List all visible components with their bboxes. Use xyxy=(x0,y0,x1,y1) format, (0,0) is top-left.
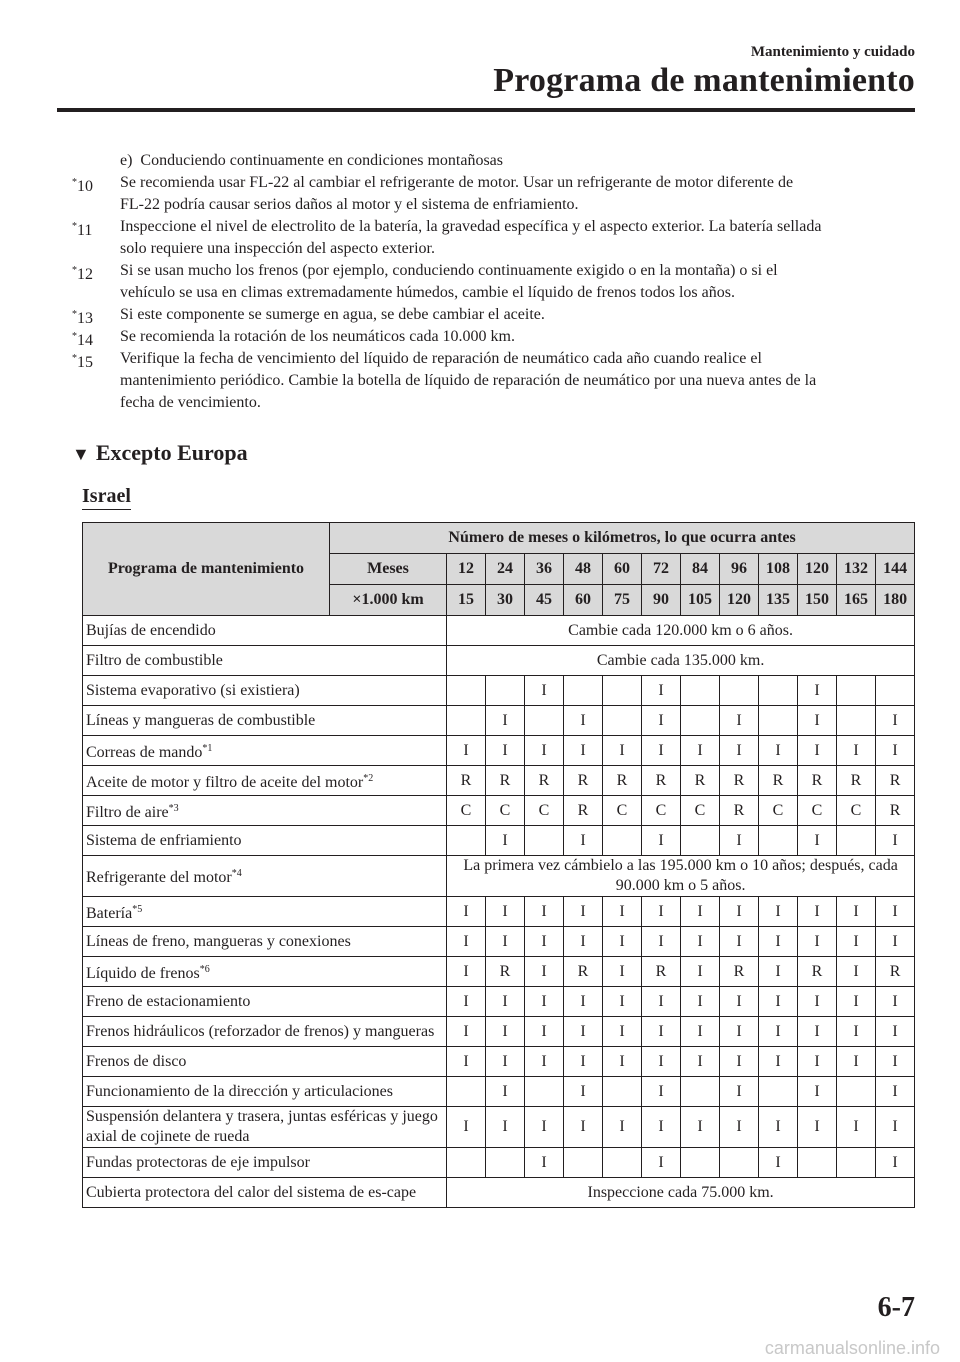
footnote-ref: *4 xyxy=(231,868,242,879)
footnote-line: mantenimiento periódico. Cambie la botella de líquido de reparación de neumático por una nueva antes de la xyxy=(120,372,817,389)
table-row xyxy=(83,1047,915,1077)
schedule-cell: I xyxy=(720,1047,759,1077)
footnote-number: *13 xyxy=(72,309,93,327)
schedule-cell xyxy=(603,706,642,736)
schedule-cell: I xyxy=(642,1107,681,1148)
item-cell: Frenos de disco xyxy=(83,1047,447,1077)
item-cell: Líneas de freno, mangueras y conexiones xyxy=(83,927,447,957)
schedule-cell: I xyxy=(837,1047,876,1077)
schedule-cell: I xyxy=(720,1017,759,1047)
schedule-cell: I xyxy=(876,1017,915,1047)
schedule-cell xyxy=(759,676,798,706)
schedule-cell: I xyxy=(642,736,681,766)
footnote-line: Si este componente se sumerge en agua, se debe cambiar el aceite. xyxy=(120,306,545,323)
schedule-cell: C xyxy=(603,796,642,826)
schedule-cell: I xyxy=(564,1107,603,1148)
schedule-cell: I xyxy=(798,706,837,736)
footnote-line: FL-22 podría causar serios daños al motor y el sistema de enfriamiento. xyxy=(120,196,579,213)
footnote-line: Inspeccione el nivel de electrolito de la batería, la gravedad específica y el aspecto exterior. La batería sellada xyxy=(120,218,822,235)
item-cell: Filtro de aire$^{*3}$ xyxy=(83,796,447,826)
schedule-cell: I xyxy=(876,897,915,927)
schedule-cell: I xyxy=(486,826,525,856)
table-header-row xyxy=(83,523,915,554)
schedule-cell: I xyxy=(837,957,876,987)
schedule-cell: I xyxy=(798,1107,837,1148)
schedule-cell: I xyxy=(642,1017,681,1047)
schedule-cell: I xyxy=(603,957,642,987)
schedule-cell: I xyxy=(447,736,486,766)
subsection-heading: Israel xyxy=(82,485,131,510)
footnote-ref: *3 xyxy=(168,802,179,814)
schedule-cell: I xyxy=(837,987,876,1017)
schedule-cell: C xyxy=(681,796,720,826)
schedule-cell xyxy=(525,826,564,856)
footnote xyxy=(72,304,914,326)
schedule-cell xyxy=(720,676,759,706)
item-cell: Sistema evaporativo (si existiera) xyxy=(83,676,447,706)
schedule-cell: R xyxy=(564,766,603,796)
interval-cell: Cambie cada 120.000 km o 6 años. xyxy=(447,616,915,646)
schedule-cell xyxy=(447,706,486,736)
footnote-number: *11 xyxy=(72,221,93,239)
schedule-cell: I xyxy=(525,1107,564,1148)
schedule-cell: I xyxy=(486,927,525,957)
schedule-cell xyxy=(681,676,720,706)
schedule-cell: I xyxy=(759,987,798,1017)
schedule-cell: I xyxy=(642,1148,681,1178)
item-cell: Correas de mando$^{*1}$ xyxy=(83,736,447,766)
schedule-cell: I xyxy=(876,826,915,856)
schedule-cell: R xyxy=(876,766,915,796)
schedule-cell: I xyxy=(564,1047,603,1077)
schedule-cell xyxy=(603,1148,642,1178)
schedule-cell: I xyxy=(525,736,564,766)
footnotes xyxy=(72,150,914,414)
schedule-cell: I xyxy=(525,957,564,987)
schedule-cell: I xyxy=(798,1047,837,1077)
item-cell: Batería$^{*5}$ xyxy=(83,897,447,927)
schedule-cell: I xyxy=(798,1017,837,1047)
schedule-cell xyxy=(564,676,603,706)
table-row xyxy=(83,856,915,897)
schedule-cell: I xyxy=(447,1047,486,1077)
km-cell: 165 xyxy=(837,585,876,616)
table-row xyxy=(83,1148,915,1178)
schedule-cell: R xyxy=(525,766,564,796)
footnote-line: Si se usan mucho los frenos (por ejemplo, conduciendo continuamente exigido o en la montaña) o si el xyxy=(120,262,778,279)
months-cell: 24 xyxy=(486,554,525,585)
schedule-cell: I xyxy=(525,897,564,927)
section-title: Excepto Europa xyxy=(95,440,248,465)
table-row xyxy=(83,736,915,766)
schedule-cell: R xyxy=(642,957,681,987)
schedule-cell: I xyxy=(564,736,603,766)
schedule-cell: I xyxy=(759,1148,798,1178)
footnote xyxy=(72,348,914,414)
schedule-cell xyxy=(486,676,525,706)
schedule-cell: I xyxy=(876,1107,915,1148)
item-cell: Suspensión delantera y trasera, juntas esféricas y juego axial de cojinete de rueda xyxy=(83,1107,447,1148)
schedule-cell: I xyxy=(759,897,798,927)
schedule-cell: I xyxy=(798,676,837,706)
schedule-cell: I xyxy=(642,826,681,856)
schedule-cell: I xyxy=(720,1107,759,1148)
schedule-cell: I xyxy=(642,927,681,957)
footnote-ref: *1 xyxy=(202,742,213,754)
item-cell: Refrigerante del motor$^{*4}$ xyxy=(83,856,447,897)
schedule-cell: C xyxy=(837,796,876,826)
table-group-header: Número de meses o kilómetros, lo que ocurra antes xyxy=(330,523,915,554)
months-cell: 48 xyxy=(564,554,603,585)
schedule-cell: I xyxy=(564,1077,603,1107)
footnote-line: Se recomienda usar FL-22 al cambiar el refrigerante de motor. Usar un refrigerante de motor diferente de xyxy=(120,174,794,191)
schedule-cell: I xyxy=(837,927,876,957)
schedule-cell: I xyxy=(447,987,486,1017)
footnote-line: Verifique la fecha de vencimiento del líquido de reparación de neumático cada año cuando realice el xyxy=(120,350,762,367)
schedule-cell: I xyxy=(876,927,915,957)
months-cell: 84 xyxy=(681,554,720,585)
schedule-cell: I xyxy=(486,987,525,1017)
footnote-ref: *6 xyxy=(199,963,210,975)
schedule-cell xyxy=(447,1148,486,1178)
schedule-cell: I xyxy=(525,1017,564,1047)
footnote-line: Se recomienda la rotación de los neumáticos cada 10.000 km. xyxy=(120,328,515,345)
schedule-cell: I xyxy=(642,1077,681,1107)
schedule-cell xyxy=(837,1077,876,1107)
footnote xyxy=(72,216,914,260)
schedule-cell: C xyxy=(525,796,564,826)
schedule-cell: I xyxy=(681,1047,720,1077)
item-cell: Bujías de encendido xyxy=(83,616,447,646)
schedule-cell: R xyxy=(798,766,837,796)
schedule-cell: C xyxy=(798,796,837,826)
header-rule xyxy=(57,108,915,112)
schedule-cell: I xyxy=(798,1077,837,1107)
footnote xyxy=(72,260,914,304)
section-heading xyxy=(72,440,248,466)
table-row xyxy=(83,646,915,676)
schedule-cell xyxy=(447,826,486,856)
schedule-cell: I xyxy=(564,1017,603,1047)
schedule-cell: R xyxy=(486,957,525,987)
schedule-cell xyxy=(681,826,720,856)
interval-cell: Cambie cada 135.000 km. xyxy=(447,646,915,676)
item-cell: Funcionamiento de la dirección y articulaciones xyxy=(83,1077,447,1107)
schedule-cell: I xyxy=(681,957,720,987)
schedule-cell: I xyxy=(603,1017,642,1047)
table-row xyxy=(83,766,915,796)
schedule-cell xyxy=(603,826,642,856)
schedule-cell xyxy=(798,1148,837,1178)
page-title: Programa de mantenimiento xyxy=(493,62,915,99)
footnote-ref: *5 xyxy=(132,903,143,915)
schedule-cell: C xyxy=(486,796,525,826)
schedule-cell: R xyxy=(720,766,759,796)
schedule-cell: I xyxy=(876,987,915,1017)
schedule-cell xyxy=(681,706,720,736)
schedule-cell: R xyxy=(837,766,876,796)
schedule-cell: I xyxy=(564,927,603,957)
schedule-cell: I xyxy=(564,826,603,856)
schedule-cell: I xyxy=(837,736,876,766)
months-cell: 144 xyxy=(876,554,915,585)
footnote-number: *12 xyxy=(72,265,93,283)
km-cell: 90 xyxy=(642,585,681,616)
schedule-cell: I xyxy=(720,706,759,736)
schedule-cell: I xyxy=(642,706,681,736)
km-cell: 105 xyxy=(681,585,720,616)
table-row xyxy=(83,1178,915,1208)
schedule-cell xyxy=(837,706,876,736)
schedule-cell: R xyxy=(876,796,915,826)
schedule-cell xyxy=(876,676,915,706)
schedule-cell: I xyxy=(642,676,681,706)
schedule-cell: I xyxy=(525,1148,564,1178)
schedule-cell: I xyxy=(876,1077,915,1107)
item-cell: Líneas y mangueras de combustible xyxy=(83,706,447,736)
page-number: 6-7 xyxy=(877,1292,915,1323)
km-cell: 150 xyxy=(798,585,837,616)
schedule-cell: C xyxy=(447,796,486,826)
schedule-cell: I xyxy=(759,736,798,766)
schedule-cell: I xyxy=(603,1047,642,1077)
km-cell: 60 xyxy=(564,585,603,616)
schedule-cell: I xyxy=(837,897,876,927)
schedule-cell: I xyxy=(486,1017,525,1047)
schedule-cell: R xyxy=(759,766,798,796)
schedule-cell: I xyxy=(642,897,681,927)
table-row xyxy=(83,706,915,736)
schedule-cell: I xyxy=(525,1047,564,1077)
schedule-cell xyxy=(603,1077,642,1107)
schedule-cell: R xyxy=(603,766,642,796)
schedule-cell: I xyxy=(798,927,837,957)
footnote xyxy=(72,172,914,216)
header-section-label: Mantenimiento y cuidado xyxy=(750,44,915,60)
schedule-cell: I xyxy=(486,706,525,736)
schedule-cell: I xyxy=(759,927,798,957)
schedule-cell: I xyxy=(603,927,642,957)
km-cell: 180 xyxy=(876,585,915,616)
schedule-cell: I xyxy=(525,927,564,957)
schedule-cell: I xyxy=(642,1047,681,1077)
schedule-cell: I xyxy=(759,1017,798,1047)
schedule-cell: I xyxy=(525,987,564,1017)
km-cell: 30 xyxy=(486,585,525,616)
schedule-cell: I xyxy=(876,1047,915,1077)
schedule-cell xyxy=(564,1148,603,1178)
schedule-cell: I xyxy=(720,897,759,927)
schedule-cell: I xyxy=(603,987,642,1017)
table-row xyxy=(83,796,915,826)
table-row xyxy=(83,676,915,706)
schedule-cell xyxy=(681,1148,720,1178)
km-label: ×1.000 km xyxy=(330,585,447,616)
schedule-cell: I xyxy=(447,1017,486,1047)
schedule-cell: I xyxy=(486,1107,525,1148)
schedule-cell: R xyxy=(798,957,837,987)
schedule-cell: I xyxy=(447,957,486,987)
item-cell: Frenos hidráulicos (reforzador de frenos) y mangueras xyxy=(83,1017,447,1047)
schedule-cell xyxy=(837,826,876,856)
schedule-cell: I xyxy=(681,1107,720,1148)
schedule-cell: I xyxy=(681,1017,720,1047)
months-cell: 12 xyxy=(447,554,486,585)
schedule-cell xyxy=(681,1077,720,1107)
schedule-cell: I xyxy=(837,1017,876,1047)
table-corner-header: Programa de mantenimiento xyxy=(83,523,330,616)
table-row xyxy=(83,927,915,957)
footnote xyxy=(72,326,914,348)
schedule-cell: I xyxy=(603,1107,642,1148)
months-cell: 96 xyxy=(720,554,759,585)
schedule-cell: I xyxy=(564,987,603,1017)
schedule-cell xyxy=(837,1148,876,1178)
months-cell: 36 xyxy=(525,554,564,585)
schedule-cell: R xyxy=(720,796,759,826)
schedule-cell: R xyxy=(720,957,759,987)
schedule-cell: I xyxy=(447,897,486,927)
table-row xyxy=(83,826,915,856)
interval-cell: Inspeccione cada 75.000 km. xyxy=(447,1178,915,1208)
schedule-cell xyxy=(759,826,798,856)
schedule-cell: I xyxy=(798,826,837,856)
table-row xyxy=(83,1107,915,1148)
item-cell: Freno de estacionamiento xyxy=(83,987,447,1017)
schedule-cell: I xyxy=(720,927,759,957)
schedule-cell: I xyxy=(564,897,603,927)
months-cell: 120 xyxy=(798,554,837,585)
item-cell: Aceite de motor y filtro de aceite del motor$^{*2}$ xyxy=(83,766,447,796)
watermark: carmanualsonline.info xyxy=(764,1338,940,1358)
triangle-down-icon: ▼ xyxy=(72,444,90,464)
schedule-cell: I xyxy=(486,736,525,766)
item-cell: Filtro de combustible xyxy=(83,646,447,676)
schedule-cell: I xyxy=(759,957,798,987)
schedule-cell xyxy=(759,706,798,736)
schedule-cell: R xyxy=(681,766,720,796)
schedule-cell: I xyxy=(837,1107,876,1148)
footnote-line: e) Conduciendo continuamente en condiciones montañosas xyxy=(120,152,504,169)
months-cell: 108 xyxy=(759,554,798,585)
schedule-cell: R xyxy=(486,766,525,796)
schedule-cell: I xyxy=(720,1077,759,1107)
item-cell: Cubierta protectora del calor del sistema de es-cape xyxy=(83,1178,447,1208)
interval-cell: La primera vez cámbielo a las 195.000 km o 10 años; después, cada 90.000 km o 5 años. xyxy=(447,856,915,897)
table-row xyxy=(83,897,915,927)
km-cell: 75 xyxy=(603,585,642,616)
schedule-cell: I xyxy=(681,927,720,957)
schedule-cell: I xyxy=(447,927,486,957)
schedule-cell xyxy=(837,676,876,706)
footnote-ref: *2 xyxy=(363,772,374,784)
schedule-cell xyxy=(486,1148,525,1178)
schedule-cell: I xyxy=(564,706,603,736)
schedule-cell xyxy=(525,706,564,736)
schedule-cell xyxy=(447,676,486,706)
schedule-cell: I xyxy=(525,676,564,706)
km-cell: 120 xyxy=(720,585,759,616)
footnote-line: vehículo se usa en climas extremadamente húmedos, cambie el líquido de frenos todos los años. xyxy=(120,284,735,301)
schedule-cell: C xyxy=(642,796,681,826)
schedule-cell: I xyxy=(720,736,759,766)
schedule-cell: I xyxy=(681,897,720,927)
item-cell: Sistema de enfriamiento xyxy=(83,826,447,856)
km-cell: 15 xyxy=(447,585,486,616)
table-row xyxy=(83,957,915,987)
months-label: Meses xyxy=(330,554,447,585)
schedule-cell: I xyxy=(720,987,759,1017)
months-cell: 132 xyxy=(837,554,876,585)
schedule-cell: R xyxy=(564,796,603,826)
table-row xyxy=(83,616,915,646)
schedule-cell: I xyxy=(681,736,720,766)
months-cell: 72 xyxy=(642,554,681,585)
footnote-line: fecha de vencimiento. xyxy=(120,394,261,411)
schedule-cell xyxy=(447,1077,486,1107)
table-row xyxy=(83,987,915,1017)
schedule-cell: I xyxy=(486,1077,525,1107)
item-cell: Fundas protectoras de eje impulsor xyxy=(83,1148,447,1178)
footnote xyxy=(72,150,914,172)
schedule-cell: I xyxy=(486,897,525,927)
months-cell: 60 xyxy=(603,554,642,585)
footnote-number: *14 xyxy=(72,331,93,349)
schedule-cell: R xyxy=(642,766,681,796)
table-row xyxy=(83,1077,915,1107)
footnote-line: solo requiere una inspección del aspecto exterior. xyxy=(120,240,435,257)
schedule-cell: I xyxy=(603,897,642,927)
schedule-cell xyxy=(603,676,642,706)
schedule-cell: I xyxy=(486,1047,525,1077)
schedule-cell: I xyxy=(759,1047,798,1077)
km-cell: 45 xyxy=(525,585,564,616)
schedule-cell: I xyxy=(720,826,759,856)
footnote-number: *15 xyxy=(72,353,93,371)
schedule-cell: I xyxy=(876,706,915,736)
km-cell: 135 xyxy=(759,585,798,616)
schedule-cell: I xyxy=(876,736,915,766)
schedule-cell: I xyxy=(876,1148,915,1178)
schedule-cell: I xyxy=(798,987,837,1017)
schedule-cell: I xyxy=(603,736,642,766)
schedule-cell: I xyxy=(798,897,837,927)
schedule-cell: I xyxy=(681,987,720,1017)
schedule-cell: R xyxy=(564,957,603,987)
schedule-cell: I xyxy=(759,1107,798,1148)
schedule-cell xyxy=(759,1077,798,1107)
schedule-cell: C xyxy=(759,796,798,826)
schedule-cell: R xyxy=(876,957,915,987)
footnote-number: *10 xyxy=(72,177,93,195)
schedule-cell: I xyxy=(642,987,681,1017)
schedule-cell: I xyxy=(798,736,837,766)
table-row xyxy=(83,1017,915,1047)
schedule-cell xyxy=(720,1148,759,1178)
schedule-cell xyxy=(525,1077,564,1107)
schedule-cell: I xyxy=(447,1107,486,1148)
maintenance-table xyxy=(82,522,915,1208)
schedule-cell: R xyxy=(447,766,486,796)
item-cell: Líquido de frenos$^{*6}$ xyxy=(83,957,447,987)
